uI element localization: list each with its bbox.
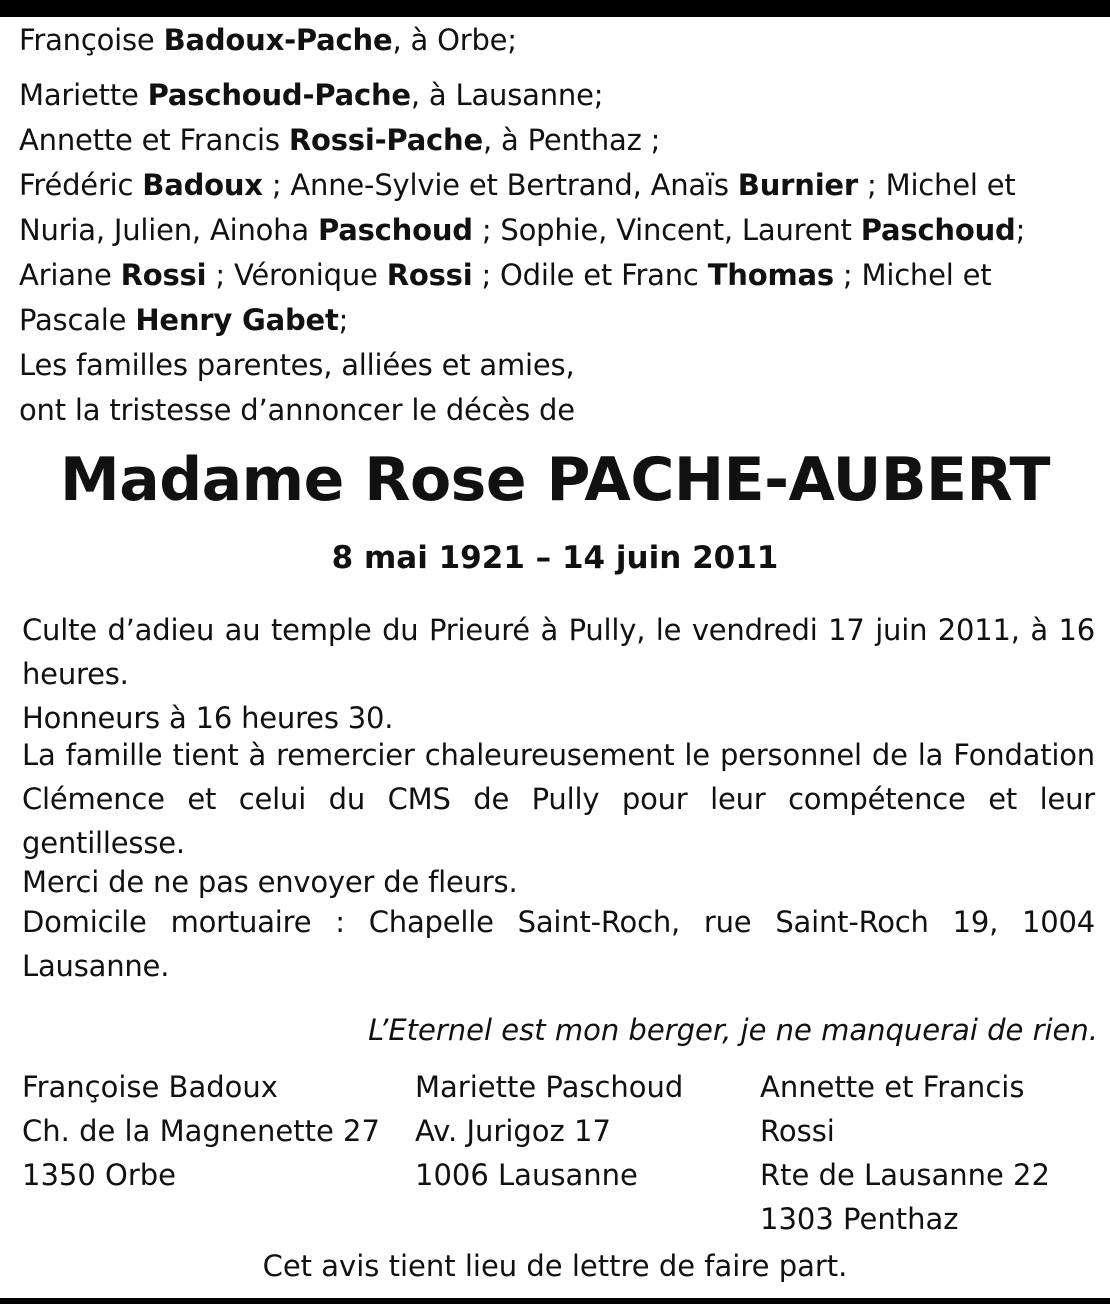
footer-note: Cet avis tient lieu de lettre de faire part. (262, 1249, 848, 1283)
honors-note: Honneurs à 16 heures 30. (22, 701, 394, 735)
family-line-6: Ariane Rossi ; Véronique Rossi ; Odile et Franc Thomas ; Michel et (19, 258, 992, 292)
domicile-note: Domicile mortuaire : Chapelle Saint-Roch, rue Saint-Roch 19, 1004 Lausanne. (22, 905, 1095, 983)
address-block-2 (415, 1065, 683, 1197)
address-line: 1303 Penthaz (760, 1202, 959, 1236)
family-line-3: Annette et Francis Rossi-Pache, à Penthaz ; (19, 123, 661, 157)
flowers-note: Merci de ne pas envoyer de fleurs. (22, 865, 518, 899)
address-line: Rossi (760, 1114, 835, 1148)
family-line-7: Pascale Henry Gabet; (19, 303, 349, 337)
family-line-2: Mariette Paschoud-Pache, à Lausanne; (19, 78, 604, 112)
thanks-paragraph: La famille tient à remercier chaleureusement le personnel de la Fondation Clémence et celui du CMS de Pully pour leur compétence et leur gentillesse. (22, 738, 1095, 860)
family-line-8: Les familles parentes, alliées et amies, (19, 348, 575, 382)
address-line: 1350 Orbe (22, 1158, 177, 1192)
top-border-rule (0, 0, 1110, 17)
family-line-9: ont la tristesse d’annoncer le décès de (19, 393, 575, 427)
address-block-3 (760, 1065, 1050, 1241)
address-line: Mariette Paschoud (415, 1070, 684, 1104)
deceased-name: Madame Rose PACHE-AUBERT (60, 445, 1050, 515)
bottom-border-rule (0, 1298, 1110, 1304)
address-block-1 (22, 1065, 380, 1197)
service-announcement: Culte d’adieu au temple du Prieuré à Pully, le vendredi 17 juin 2011, à 16 heures. (22, 613, 1095, 691)
family-line-1: Françoise Badoux-Pache, à Orbe; (19, 23, 517, 57)
life-dates: 8 mai 1921 – 14 juin 2011 (331, 540, 779, 576)
address-line: Av. Jurigoz 17 (415, 1114, 611, 1148)
address-line: 1006 Lausanne (415, 1158, 638, 1192)
address-line: Rte de Lausanne 22 (760, 1158, 1050, 1192)
verse-quote: L’Eternel est mon berger, je ne manquerai de rien. (368, 1013, 1098, 1047)
family-line-4: Frédéric Badoux ; Anne-Sylvie et Bertrand, Anaïs Burnier ; Michel et (19, 168, 1016, 202)
family-line-5: Nuria, Julien, Ainoha Paschoud ; Sophie, Vincent, Laurent Paschoud; (19, 213, 1026, 247)
address-line: Ch. de la Magnenette 27 (22, 1114, 380, 1148)
address-line: Annette et Francis (760, 1070, 1025, 1104)
address-line: Françoise Badoux (22, 1070, 278, 1104)
